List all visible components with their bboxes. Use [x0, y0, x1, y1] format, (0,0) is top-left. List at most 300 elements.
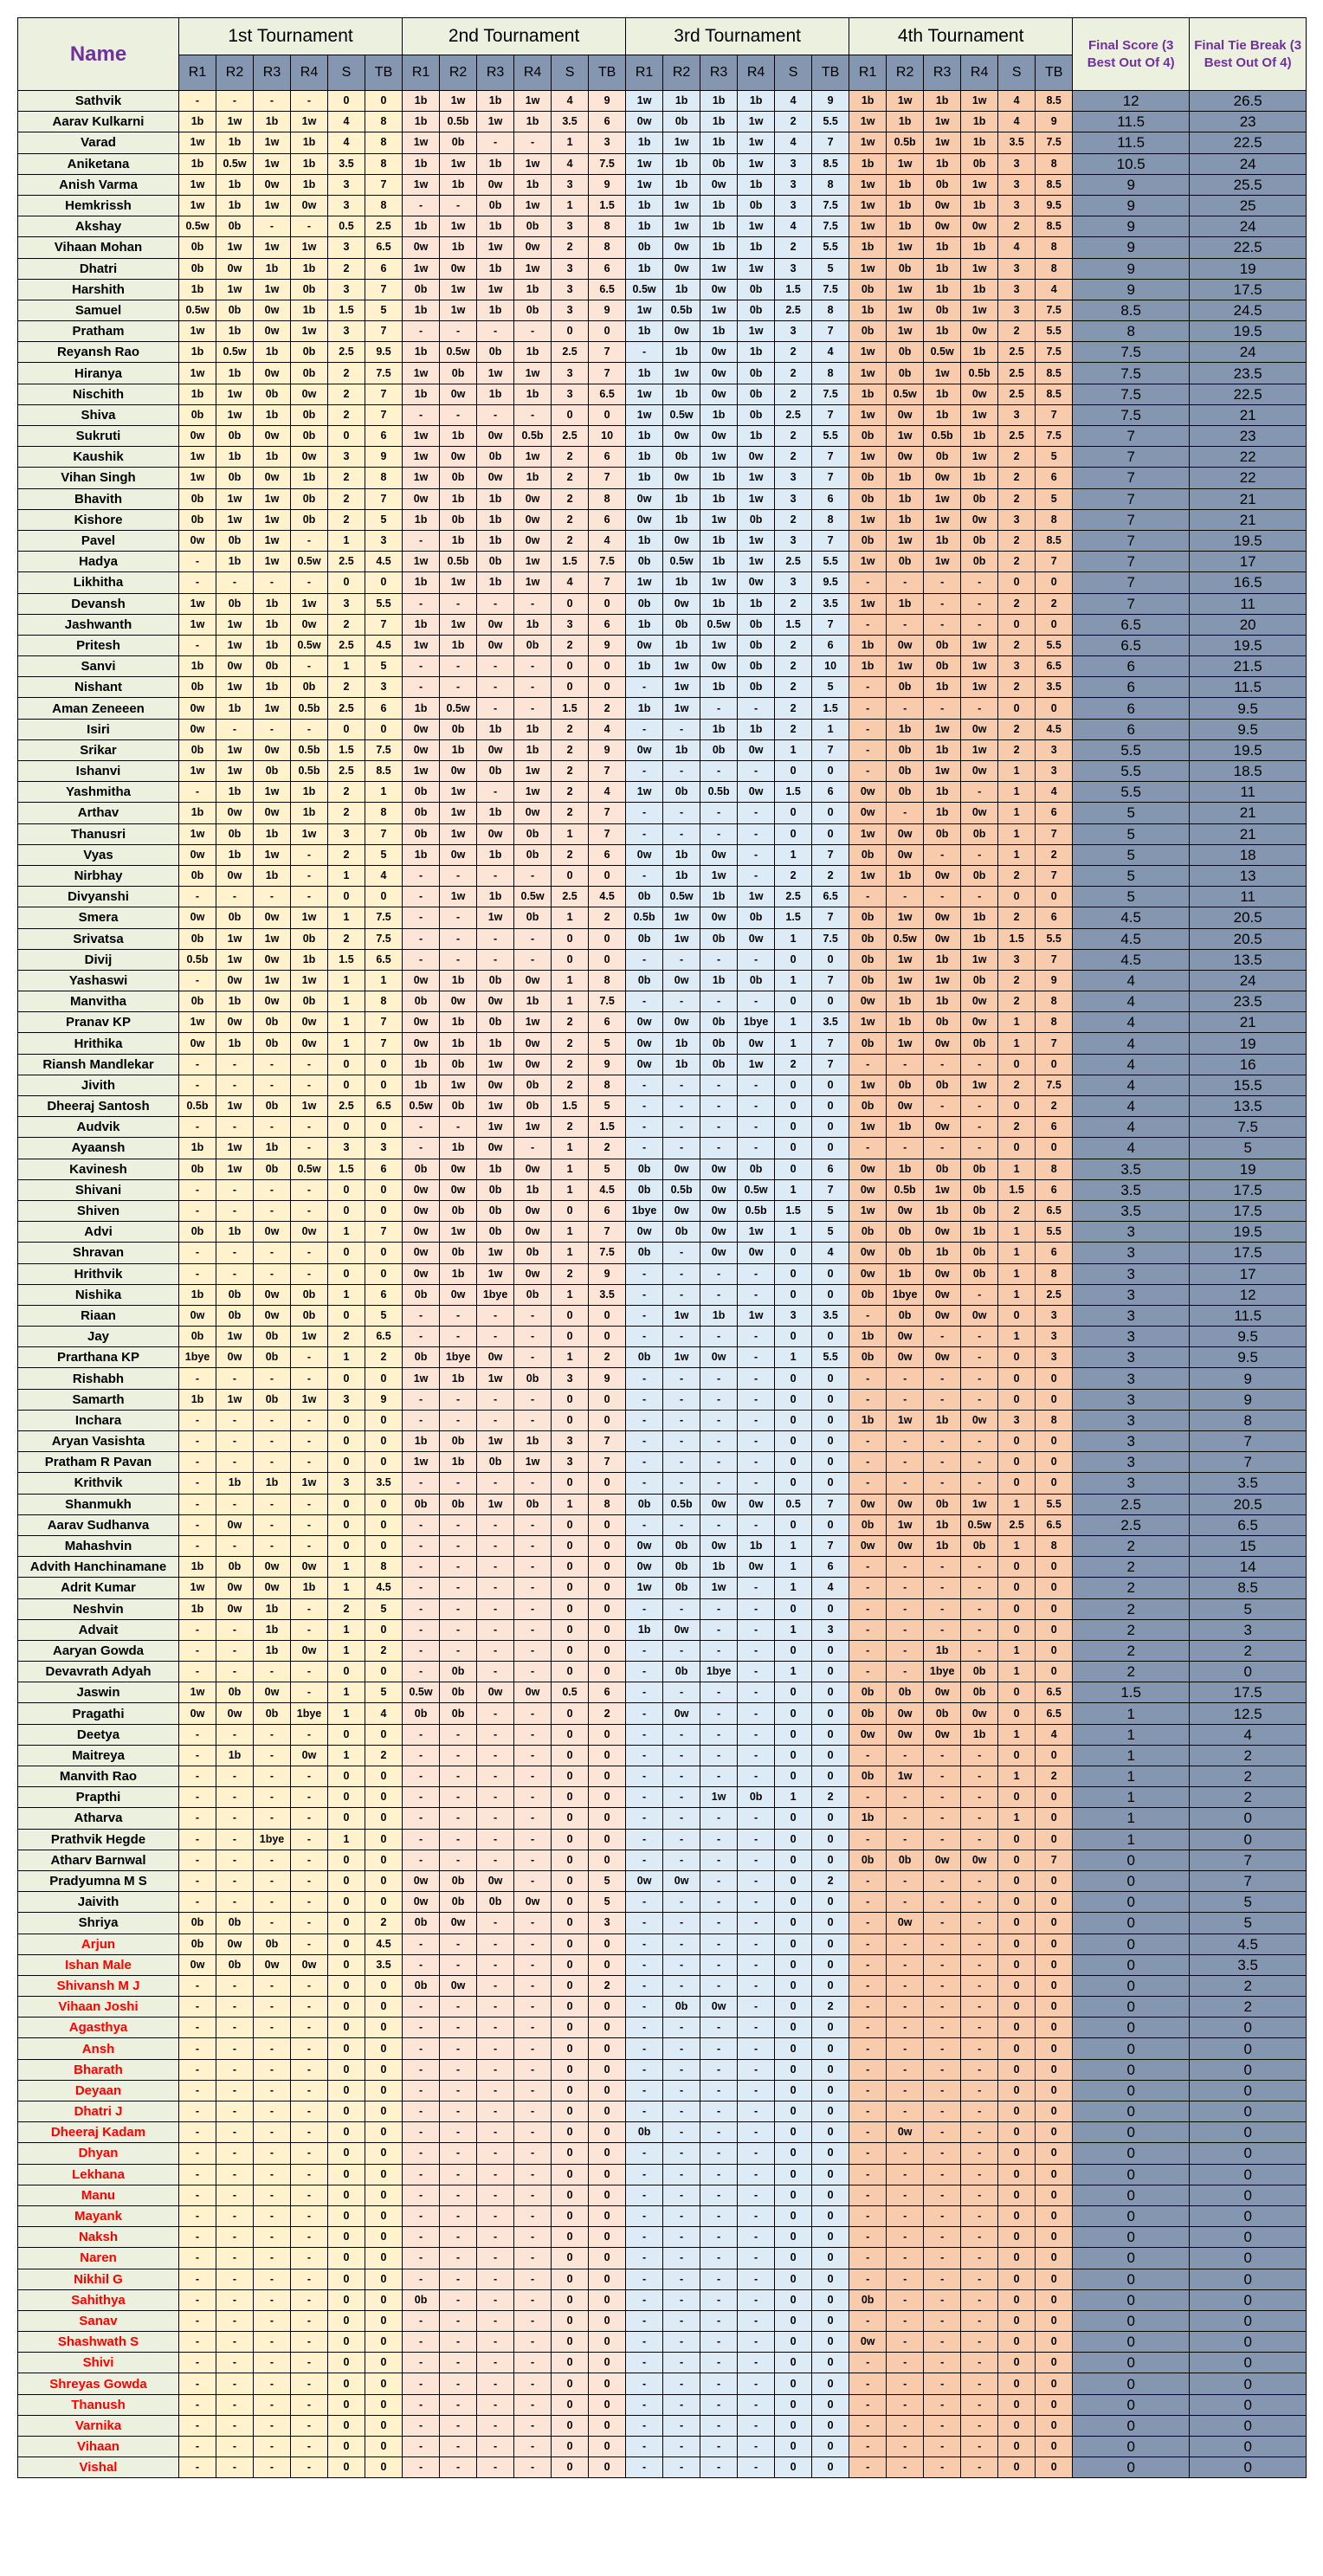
final-tie-break-cell: 2 — [1190, 1745, 1307, 1766]
round-cell: 2 — [775, 865, 812, 886]
round-cell: 3 — [775, 1305, 812, 1326]
round-cell: 0w — [179, 719, 216, 739]
round-cell: 1w — [440, 803, 477, 823]
round-cell: - — [403, 1787, 440, 1808]
round-cell: - — [700, 2289, 738, 2310]
round-cell: - — [887, 2437, 924, 2457]
round-cell: - — [700, 1703, 738, 1724]
table-row — [18, 174, 1307, 195]
round-cell: 1w — [440, 91, 477, 112]
round-cell: 8 — [365, 468, 403, 488]
round-col-header: R3 — [477, 55, 514, 91]
round-cell: 0 — [1036, 2332, 1073, 2353]
round-cell: - — [514, 1724, 552, 1745]
round-cell: 1b — [216, 321, 254, 342]
round-cell: 1b — [291, 949, 328, 970]
round-cell: - — [291, 1662, 328, 1682]
round-cell: 1w — [477, 1368, 514, 1389]
round-cell: 2 — [328, 803, 365, 823]
round-cell: - — [179, 1117, 216, 1138]
round-cell: 4.5 — [365, 635, 403, 655]
final-score-cell: 4 — [1073, 1138, 1190, 1159]
round-cell: 0 — [1036, 2373, 1073, 2394]
round-cell: - — [514, 2415, 552, 2436]
table-row — [18, 91, 1307, 112]
round-cell: 0w — [514, 1892, 552, 1913]
round-cell: - — [849, 2164, 887, 2185]
round-cell: 3 — [552, 363, 589, 384]
round-cell: 0b — [216, 1284, 254, 1305]
round-cell: 0w — [924, 1117, 961, 1138]
round-cell: 0 — [998, 2310, 1036, 2331]
final-score-cell: 3 — [1073, 1368, 1190, 1389]
round-cell: 1b — [738, 719, 775, 739]
round-cell: - — [403, 2185, 440, 2205]
round-cell: - — [514, 656, 552, 677]
round-cell: - — [291, 1829, 328, 1850]
round-cell: - — [477, 1975, 514, 1996]
round-cell: 1w — [179, 363, 216, 384]
round-cell: - — [626, 2018, 663, 2038]
round-cell: 1w — [477, 237, 514, 258]
round-cell: 0 — [1036, 2269, 1073, 2289]
round-cell: 1b — [626, 426, 663, 447]
round-cell: - — [216, 2394, 254, 2415]
round-cell: - — [738, 2122, 775, 2143]
round-cell: 0b — [849, 1766, 887, 1787]
round-cell: 1 — [328, 1745, 365, 1766]
final-score-cell: 6 — [1073, 677, 1190, 698]
round-cell: - — [626, 2353, 663, 2373]
round-cell: - — [291, 1243, 328, 1263]
round-cell: 0b — [179, 739, 216, 760]
round-cell: - — [626, 1975, 663, 1996]
round-cell: 0w — [738, 572, 775, 593]
round-cell: 1w — [403, 761, 440, 782]
player-name: Bharath — [18, 2059, 179, 2080]
round-cell: 10 — [812, 656, 849, 677]
final-tie-break-cell: 0 — [1190, 1662, 1307, 1682]
round-cell: 1b — [254, 112, 291, 132]
round-cell: - — [291, 1892, 328, 1913]
round-cell: 0w — [440, 258, 477, 279]
round-cell: - — [216, 1263, 254, 1284]
table-row — [18, 2143, 1307, 2164]
round-cell: 0 — [775, 1870, 812, 1891]
final-score-cell: 0 — [1073, 1850, 1190, 1870]
round-cell: - — [924, 1598, 961, 1619]
round-cell: 0 — [1036, 1054, 1073, 1075]
round-cell: 0 — [365, 1975, 403, 1996]
round-cell: - — [216, 1662, 254, 1682]
round-cell: - — [663, 1284, 700, 1305]
table-row — [18, 1473, 1307, 1494]
round-cell: 0w — [514, 1682, 552, 1703]
round-cell: 0 — [775, 1682, 812, 1703]
round-cell: 2.5 — [328, 1096, 365, 1117]
round-cell: - — [961, 2101, 998, 2122]
round-cell: - — [254, 91, 291, 112]
round-cell: - — [700, 803, 738, 823]
round-cell: - — [216, 2415, 254, 2436]
round-cell: 0b — [216, 216, 254, 237]
round-cell: 0 — [998, 1389, 1036, 1410]
round-cell: 8 — [589, 216, 626, 237]
round-cell: 1 — [998, 1284, 1036, 1305]
round-cell: - — [216, 2269, 254, 2289]
round-cell: 0w — [700, 426, 738, 447]
round-cell: 0.5w — [663, 552, 700, 572]
round-cell: - — [440, 1410, 477, 1430]
round-cell: - — [961, 1327, 998, 1347]
player-name: Samuel — [18, 300, 179, 320]
round-cell: - — [887, 1808, 924, 1829]
round-cell: 0 — [589, 2457, 626, 2478]
round-cell: 1w — [738, 887, 775, 907]
player-name: Maitreya — [18, 1745, 179, 1766]
round-cell: 1b — [477, 488, 514, 509]
round-cell: - — [626, 2373, 663, 2394]
round-cell: 0b — [887, 1222, 924, 1243]
round-cell: 1w — [663, 195, 700, 216]
final-tie-break-cell: 24.5 — [1190, 300, 1307, 320]
round-cell: 1w — [514, 1012, 552, 1033]
round-cell: - — [216, 2457, 254, 2478]
round-cell: 1 — [775, 928, 812, 949]
round-cell: 1w — [887, 321, 924, 342]
round-cell: - — [216, 2289, 254, 2310]
round-cell: 7 — [589, 468, 626, 488]
round-cell: 0b — [626, 552, 663, 572]
round-cell: - — [440, 1619, 477, 1640]
round-cell: - — [440, 2310, 477, 2331]
round-cell: 2 — [1036, 1096, 1073, 1117]
round-cell: 0 — [552, 1829, 589, 1850]
player-name: Ansh — [18, 2038, 179, 2059]
round-cell: 2 — [998, 1117, 1036, 1138]
round-cell: - — [254, 2353, 291, 2373]
round-cell: 0b — [663, 614, 700, 635]
round-cell: 0b — [887, 1682, 924, 1703]
round-cell: 0b — [440, 1870, 477, 1891]
round-cell: 3 — [998, 509, 1036, 530]
round-cell: - — [924, 1954, 961, 1975]
table-row — [18, 321, 1307, 342]
round-cell: - — [179, 1870, 216, 1891]
final-tie-break-cell: 16.5 — [1190, 572, 1307, 593]
round-cell: - — [663, 1243, 700, 1263]
round-cell: 0 — [775, 1598, 812, 1619]
round-cell: 0w — [700, 363, 738, 384]
table-row — [18, 2353, 1307, 2373]
round-cell: 1b — [924, 1243, 961, 1263]
round-cell: 0b — [663, 1997, 700, 2018]
round-cell: - — [924, 1997, 961, 2018]
round-cell: - — [700, 1138, 738, 1159]
round-cell: 0b — [403, 1494, 440, 1514]
round-cell: - — [514, 1745, 552, 1766]
round-cell: - — [738, 1389, 775, 1410]
round-cell: 0w — [887, 844, 924, 865]
round-cell: - — [849, 1138, 887, 1159]
round-cell: 1b — [663, 1054, 700, 1075]
round-cell: - — [887, 2143, 924, 2164]
round-cell: 1 — [365, 782, 403, 803]
round-cell: - — [216, 1368, 254, 1389]
round-cell: 1 — [775, 970, 812, 991]
table-row — [18, 2059, 1307, 2080]
round-cell: 0 — [775, 1263, 812, 1284]
round-cell: - — [887, 1787, 924, 1808]
round-cell: 0 — [552, 593, 589, 614]
round-cell: - — [738, 1870, 775, 1891]
round-cell: - — [849, 2269, 887, 2289]
round-cell: 6.5 — [1036, 1200, 1073, 1221]
round-cell: 3 — [998, 404, 1036, 425]
round-cell: 0 — [589, 1410, 626, 1430]
round-cell: 0w — [440, 1284, 477, 1305]
round-cell: 1w — [291, 1096, 328, 1117]
round-cell: 1b — [440, 1263, 477, 1284]
round-cell: - — [179, 1787, 216, 1808]
round-cell: 1b — [440, 970, 477, 991]
table-row — [18, 1934, 1307, 1954]
round-cell: 0w — [700, 1535, 738, 1556]
round-cell: 7.5 — [365, 363, 403, 384]
round-cell: 0b — [849, 1682, 887, 1703]
round-cell: 0 — [328, 2248, 365, 2269]
round-cell: 1 — [328, 1033, 365, 1054]
round-cell: 0w — [700, 1997, 738, 2018]
round-cell: 1.5 — [775, 782, 812, 803]
round-cell: - — [738, 2269, 775, 2289]
round-cell: 0 — [775, 1829, 812, 1850]
round-cell: 0w — [254, 803, 291, 823]
round-cell: 4 — [365, 1703, 403, 1724]
round-cell: 4 — [1036, 782, 1073, 803]
round-cell: 0w — [477, 823, 514, 844]
round-cell: - — [514, 1578, 552, 1598]
round-cell: 4.5 — [365, 1934, 403, 1954]
round-cell: 0 — [365, 2457, 403, 2478]
round-cell: 0b — [700, 928, 738, 949]
round-cell: - — [514, 1619, 552, 1640]
round-cell: 0w — [291, 1222, 328, 1243]
round-cell: 1w — [179, 614, 216, 635]
round-cell: 2 — [589, 1975, 626, 1996]
final-tie-break-cell: 9.5 — [1190, 719, 1307, 739]
final-score-cell: 9 — [1073, 279, 1190, 300]
round-cell: 2 — [552, 447, 589, 468]
round-cell: 0.5b — [738, 1200, 775, 1221]
round-cell: - — [849, 2038, 887, 2059]
round-cell: 7.5 — [812, 384, 849, 404]
player-name: Samarth — [18, 1389, 179, 1410]
round-cell: 0 — [775, 2059, 812, 2080]
player-name: Adrit Kumar — [18, 1578, 179, 1598]
round-col-header: R4 — [291, 55, 328, 91]
round-cell: - — [440, 2269, 477, 2289]
round-cell: 7 — [365, 404, 403, 425]
round-cell: - — [663, 2164, 700, 2185]
round-cell: - — [961, 2059, 998, 2080]
round-cell: 0b — [849, 426, 887, 447]
final-score-cell: 0 — [1073, 1870, 1190, 1891]
round-cell: - — [663, 1682, 700, 1703]
round-cell: - — [477, 1808, 514, 1829]
round-cell: - — [403, 1640, 440, 1661]
round-cell: 5 — [812, 1200, 849, 1221]
round-cell: - — [700, 1870, 738, 1891]
round-cell: 0 — [1036, 1619, 1073, 1640]
table-row — [18, 2227, 1307, 2248]
round-cell: 0.5w — [738, 1179, 775, 1200]
round-cell: - — [849, 2018, 887, 2038]
final-tie-break-cell: 22.5 — [1190, 132, 1307, 153]
round-cell: - — [291, 1494, 328, 1514]
round-cell: 0b — [179, 1159, 216, 1179]
round-cell: 0w — [700, 656, 738, 677]
round-cell: - — [924, 2122, 961, 2143]
round-cell: 1b — [254, 1138, 291, 1159]
round-cell: 0 — [998, 2415, 1036, 2436]
round-cell: 4 — [328, 112, 365, 132]
round-cell: - — [403, 2143, 440, 2164]
round-cell: 0b — [961, 488, 998, 509]
round-cell: - — [440, 2122, 477, 2143]
round-cell: 0b — [924, 1159, 961, 1179]
round-cell: 0 — [328, 2059, 365, 2080]
table-row — [18, 2185, 1307, 2205]
round-cell: 0b — [961, 970, 998, 991]
round-cell: 0w — [254, 1557, 291, 1578]
round-cell: - — [179, 2269, 216, 2289]
round-cell: 0 — [552, 321, 589, 342]
round-cell: 0b — [440, 363, 477, 384]
round-cell: 0b — [961, 1200, 998, 1221]
round-cell: 0b — [626, 928, 663, 949]
round-cell: 0b — [403, 782, 440, 803]
round-cell: 8 — [365, 112, 403, 132]
player-name: Shiva — [18, 404, 179, 425]
round-cell: 0 — [812, 2415, 849, 2436]
final-tie-break-cell: 4 — [1190, 1724, 1307, 1745]
final-score-cell: 0 — [1073, 2227, 1190, 2248]
round-cell: 1b — [663, 572, 700, 593]
player-name: Jay — [18, 1327, 179, 1347]
player-name: Arjun — [18, 1934, 179, 1954]
final-tie-break-cell: 5 — [1190, 1138, 1307, 1159]
round-cell: 0 — [775, 1913, 812, 1934]
round-cell: 0b — [663, 447, 700, 468]
round-cell: - — [514, 2059, 552, 2080]
round-cell: 1w — [514, 363, 552, 384]
table-row — [18, 488, 1307, 509]
round-cell: 0b — [961, 1159, 998, 1179]
round-cell: 1w — [216, 384, 254, 404]
table-row — [18, 803, 1307, 823]
round-cell: 9 — [365, 1389, 403, 1410]
round-cell: - — [440, 1557, 477, 1578]
round-cell: 0 — [775, 2373, 812, 2394]
table-row — [18, 1745, 1307, 1766]
round-cell: 0 — [328, 2080, 365, 2101]
round-cell: 0 — [998, 1850, 1036, 1870]
table-row — [18, 1997, 1307, 2018]
round-cell: 7 — [812, 739, 849, 760]
round-cell: - — [849, 677, 887, 698]
final-tie-break-cell: 17.5 — [1190, 1243, 1307, 1263]
table-row — [18, 991, 1307, 1012]
round-cell: 0 — [552, 1892, 589, 1913]
round-cell: 1b — [887, 468, 924, 488]
round-cell: 1bye — [179, 1347, 216, 1368]
round-cell: - — [626, 2059, 663, 2080]
final-score-cell: 1 — [1073, 1766, 1190, 1787]
round-cell: 0w — [179, 1954, 216, 1975]
table-row — [18, 656, 1307, 677]
final-tie-break-cell: 7.5 — [1190, 1117, 1307, 1138]
round-cell: - — [961, 1347, 998, 1368]
round-cell: 7 — [1036, 1850, 1073, 1870]
round-cell: 0 — [1036, 614, 1073, 635]
round-cell: - — [179, 1179, 216, 1200]
round-cell: 1bye — [700, 1662, 738, 1682]
round-cell: 0w — [514, 1200, 552, 1221]
round-cell: 1w — [440, 300, 477, 320]
final-tie-break-cell: 9.5 — [1190, 698, 1307, 719]
round-cell: - — [626, 1514, 663, 1535]
round-cell: 1w — [887, 1410, 924, 1430]
round-cell: - — [254, 2185, 291, 2205]
table-row — [18, 1662, 1307, 1682]
round-cell: 0w — [254, 991, 291, 1012]
final-tie-break-cell: 3.5 — [1190, 1954, 1307, 1975]
round-cell: 0b — [738, 677, 775, 698]
round-cell: 0 — [589, 2059, 626, 2080]
round-cell: 2 — [998, 970, 1036, 991]
final-tie-break-cell: 2 — [1190, 1975, 1307, 1996]
round-cell: - — [626, 1327, 663, 1347]
round-cell: - — [514, 2437, 552, 2457]
round-cell: - — [738, 1514, 775, 1535]
round-cell: 1b — [924, 321, 961, 342]
final-tie-break-cell: 11.5 — [1190, 1305, 1307, 1326]
round-cell: 1b — [403, 384, 440, 404]
round-cell: - — [849, 1640, 887, 1661]
round-cell: 0 — [812, 803, 849, 823]
round-cell: - — [924, 698, 961, 719]
round-cell: - — [254, 2122, 291, 2143]
table-row — [18, 782, 1307, 803]
round-cell: - — [403, 1619, 440, 1640]
round-cell: - — [738, 1347, 775, 1368]
round-cell: 0 — [328, 1305, 365, 1326]
table-row — [18, 1954, 1307, 1975]
round-cell: 0w — [924, 216, 961, 237]
round-cell: 0w — [291, 1954, 328, 1975]
final-tie-break-cell: 15 — [1190, 1535, 1307, 1556]
final-score-cell: 5 — [1073, 887, 1190, 907]
round-cell: 1w — [179, 132, 216, 153]
round-cell: 0 — [589, 677, 626, 698]
round-cell: - — [849, 1473, 887, 1494]
round-cell: 8.5 — [812, 153, 849, 174]
round-cell: 1b — [254, 635, 291, 655]
round-cell: - — [849, 2059, 887, 2080]
round-cell: 0b — [291, 677, 328, 698]
round-cell: 1w — [403, 132, 440, 153]
